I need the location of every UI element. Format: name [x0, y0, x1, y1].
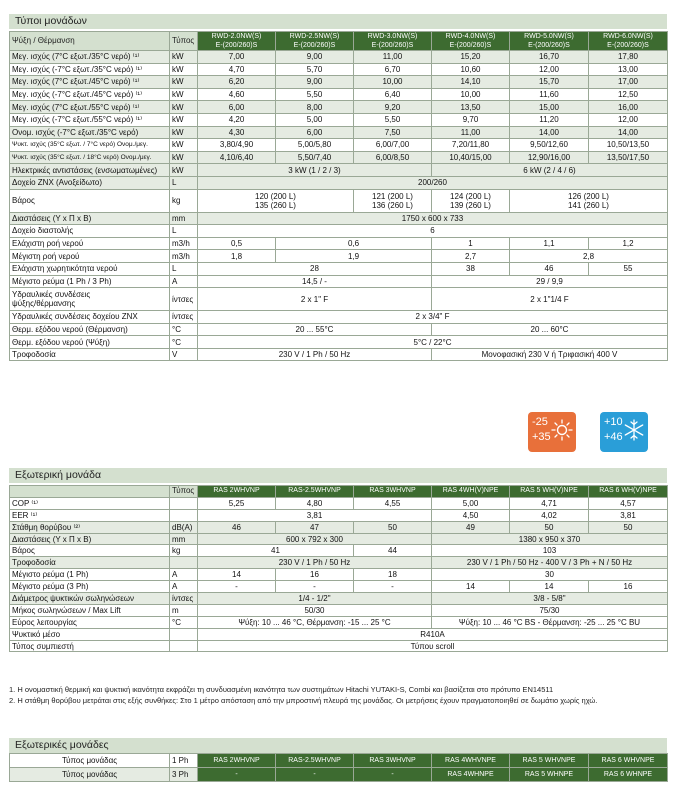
- row-label: Διαστάσεις (Υ x Π x Β): [10, 212, 170, 225]
- cell-value: 230 V / 1 Ph / 50 Hz: [198, 348, 432, 361]
- row-label: COP ⁽¹⁾: [10, 497, 170, 509]
- row-unit: kW: [170, 113, 198, 126]
- cell-value: 29 / 9,9: [432, 275, 668, 288]
- row-label: Τύπος συμπιεστή: [10, 640, 170, 652]
- row-unit: °C: [170, 336, 198, 349]
- cell-value: 4,71: [510, 497, 589, 509]
- cell-value: 5,00: [276, 113, 354, 126]
- cell-value: 6 kW (2 / 4 / 6): [432, 164, 668, 177]
- table-row: [10, 113, 668, 126]
- cell-value: 3,81: [589, 509, 668, 521]
- footnote-1: 1. Η ονομαστική θερμική και ψυκτική ικανότητα εκφράζει τη συνδυασμένη ικανότητα των συστημάτων Hitachi YUTAKI-S, Combi και βασίζεται στο πρότυπο EN14511: [9, 685, 554, 694]
- model-cell: RAS 5 WH(V)NPE: [510, 486, 589, 498]
- cell-value: Μονοφασική 230 V ή Τριφασική 400 V: [432, 348, 668, 361]
- table-row: [10, 593, 668, 605]
- model-cell: RAS 3WHVNP: [354, 486, 432, 498]
- cell-value: R410A: [198, 628, 668, 640]
- cell-value: 5,50: [354, 113, 432, 126]
- row-unit: kW: [170, 139, 198, 152]
- table-row: [10, 51, 668, 64]
- row-label: Υδραυλικές συνδέσεις ψύξης/θέρμανσης: [10, 288, 170, 311]
- cell-value: 13,00: [589, 63, 668, 76]
- cell-value: 13,50/17,50: [589, 151, 668, 164]
- cell-value: 49: [432, 521, 510, 533]
- cell-value: 4,60: [198, 88, 276, 101]
- indoor-section-title: Τύποι μονάδων: [9, 14, 667, 29]
- cell-value: -: [354, 768, 432, 782]
- cell-value: 46: [510, 262, 589, 275]
- cell-value: 2 x 1"1/4 F: [432, 288, 668, 311]
- cell-value: 15,70: [510, 76, 589, 89]
- cell-value: 8,00: [276, 101, 354, 114]
- row-unit: kW: [170, 151, 198, 164]
- cell-value: 1/4 - 1/2": [198, 593, 432, 605]
- table-row: [10, 640, 668, 652]
- table-row: [10, 569, 668, 581]
- row-label: Εύρος λειτουργίας: [10, 616, 170, 628]
- cell-value: 17,80: [589, 51, 668, 64]
- cell-value: 120 (200 L) 135 (260 L): [198, 189, 354, 212]
- table-row: [10, 545, 668, 557]
- row-unit: kg: [170, 189, 198, 212]
- indoor-spec-table: [9, 31, 668, 361]
- cell-value: 14,00: [589, 126, 668, 139]
- cell-value: 6,40: [354, 88, 432, 101]
- row-label: Μεγ. ισχύς (7°C εξωτ./45°C νερό) ⁽¹⁾: [10, 76, 170, 89]
- indoor-header-row: [10, 32, 668, 51]
- row-unit: °C: [170, 616, 198, 628]
- row-unit: kW: [170, 63, 198, 76]
- cell-value: RAS 6 WHNPE: [589, 768, 668, 782]
- cell-value: 4,70: [198, 63, 276, 76]
- table-row: [10, 557, 668, 569]
- row-unit: dB(A): [170, 521, 198, 533]
- cell-value: 17,00: [589, 76, 668, 89]
- table-row: [10, 139, 668, 152]
- table-row: [10, 521, 668, 533]
- table-row: [10, 126, 668, 139]
- cell-value: 50/30: [198, 604, 432, 616]
- row-label: Μεγ. ισχύς (-7°C εξωτ./45°C νερό) ⁽¹⁾: [10, 88, 170, 101]
- row-label: Μέγιστο ρεύμα (3 Ph): [10, 581, 170, 593]
- header-label: Ψύξη / Θέρμανση: [10, 32, 170, 51]
- row-unit: L: [170, 225, 198, 238]
- cell-value: 13,50: [432, 101, 510, 114]
- cell-value: RAS 6 WHVNPE: [589, 754, 668, 768]
- cell-value: -: [354, 581, 432, 593]
- row-unit: kW: [170, 164, 198, 177]
- model-cell: RWD-2.5NW(S) E-(200/260)S: [276, 32, 354, 51]
- heating-max: +35: [532, 431, 551, 443]
- cell-value: RAS-2.5WHVNP: [276, 754, 354, 768]
- cell-value: 1: [432, 237, 510, 250]
- cell-value: 5,25: [198, 497, 276, 509]
- cell-value: 5,00: [432, 497, 510, 509]
- cell-value: 4,02: [510, 509, 589, 521]
- model-cell: RAS-2.5WHVNP: [276, 486, 354, 498]
- row-label: Μεγ. ισχύς (7°C εξωτ./55°C νερό) ⁽¹⁾: [10, 101, 170, 114]
- cell-value: 12,50: [589, 88, 668, 101]
- cell-value: Ψύξη: 10 ... 46 °C, Θέρμανση: -15 ... 25 °C: [198, 616, 432, 628]
- row-label: Μεγ. ισχύς (-7°C εξωτ./35°C νερό) ⁽¹⁾: [10, 63, 170, 76]
- cell-value: 10,60: [432, 63, 510, 76]
- table-row: [10, 604, 668, 616]
- row-unit: kg: [170, 545, 198, 557]
- row-unit: A: [170, 569, 198, 581]
- cell-value: 121 (200 L) 136 (260 L): [354, 189, 432, 212]
- cell-value: 9,20: [354, 101, 432, 114]
- cell-value: RAS 5 WHNPE: [510, 768, 589, 782]
- cell-value: RAS 5 WHVNPE: [510, 754, 589, 768]
- cell-value: 6,00: [198, 101, 276, 114]
- row-label: Δοχείο διαστολής: [10, 225, 170, 238]
- model-cell: RWD-5.0NW(S) E-(200/260)S: [510, 32, 589, 51]
- cooling-max: +46: [604, 431, 623, 443]
- cell-value: 6,00/8,50: [354, 151, 432, 164]
- cell-value: 50: [510, 521, 589, 533]
- header-unit: Τύπος: [170, 32, 198, 51]
- table-row: [10, 497, 668, 509]
- row-unit: V: [170, 348, 198, 361]
- cell-value: 5,50/7,40: [276, 151, 354, 164]
- cell-value: 12,00: [589, 113, 668, 126]
- cell-value: 11,00: [354, 51, 432, 64]
- cell-value: 4,30: [198, 126, 276, 139]
- model-cell: RAS 6 WH(V)NPE: [589, 486, 668, 498]
- cell-value: 9,00: [276, 51, 354, 64]
- cell-value: 10,00: [432, 88, 510, 101]
- cell-value: 3,80/4,90: [198, 139, 276, 152]
- table-row: [10, 63, 668, 76]
- row-phase: 1 Ph: [170, 754, 198, 768]
- row-unit: A: [170, 275, 198, 288]
- row-unit: kW: [170, 101, 198, 114]
- cell-value: 30: [432, 569, 668, 581]
- cell-value: 14,10: [432, 76, 510, 89]
- row-unit: mm: [170, 212, 198, 225]
- cell-value: 44: [354, 545, 432, 557]
- cell-value: 2 x 3/4" F: [198, 311, 668, 324]
- cell-value: 126 (200 L) 141 (260 L): [510, 189, 668, 212]
- footnote-2: 2. Η στάθμη θορύβου μετράται στις εξής συνθήκες: Στο 1 μέτρο απόσταση από την μπροστινή πλευρά της μονάδας. Οι μετρήσεις έχουν πραγματοποιηθεί σε δωμάτιο χωρίς ηχώ.: [9, 696, 598, 705]
- outdoor-section-title: Εξωτερική μονάδα: [9, 468, 667, 483]
- cell-value: RAS 3WHVNP: [354, 754, 432, 768]
- cell-value: 7,00: [198, 51, 276, 64]
- table-row: [10, 76, 668, 89]
- row-label: Ψυκτ. ισχύς (35°C εξωτ. / 7°C νερό) Ονομ./μεγ.: [10, 139, 170, 152]
- row-label: Μέγιστο ρεύμα (1 Ph): [10, 569, 170, 581]
- cell-value: 11,20: [510, 113, 589, 126]
- table-row: [10, 176, 668, 189]
- row-label: Θερμ. εξόδου νερού (Ψύξη): [10, 336, 170, 349]
- cell-value: 103: [432, 545, 668, 557]
- cell-value: 4,20: [198, 113, 276, 126]
- row-label: Ψυκτ. ισχύς (35°C εξωτ. / 18°C νερό) Ονομ./μεγ.: [10, 151, 170, 164]
- table-row: [10, 323, 668, 336]
- cell-value: 20 ... 60°C: [432, 323, 668, 336]
- model-cell: RAS 2WHVNP: [198, 486, 276, 498]
- row-label: Ελάχιστη ροή νερού: [10, 237, 170, 250]
- row-label: Μήκος σωληνώσεων / Max Lift: [10, 604, 170, 616]
- cell-value: 4,57: [589, 497, 668, 509]
- cell-value: 1380 x 950 x 370: [432, 533, 668, 545]
- cell-value: 1750 x 600 x 733: [198, 212, 668, 225]
- cell-value: 75/30: [432, 604, 668, 616]
- cell-value: Τύπου scroll: [198, 640, 668, 652]
- row-phase: 3 Ph: [170, 768, 198, 782]
- cell-value: 12,00: [510, 63, 589, 76]
- table-row: [10, 189, 668, 212]
- combos-section-title: Εξωτερικές μονάδες: [9, 738, 667, 753]
- row-label: Τροφοδοσία: [10, 348, 170, 361]
- cell-value: 4,10/6,40: [198, 151, 276, 164]
- cell-value: 46: [198, 521, 276, 533]
- cell-value: RAS 4WHVNPE: [432, 754, 510, 768]
- heating-min: -25: [532, 416, 548, 428]
- cell-value: 10,40/15,00: [432, 151, 510, 164]
- row-label: Τροφοδοσία: [10, 557, 170, 569]
- cell-value: 600 x 792 x 300: [198, 533, 432, 545]
- table-row: [10, 88, 668, 101]
- table-row: [10, 237, 668, 250]
- cell-value: -: [276, 768, 354, 782]
- row-label: Διαστάσεις (Υ x Π x Β): [10, 533, 170, 545]
- row-unit: ίντσες: [170, 311, 198, 324]
- cell-value: Ψύξη: 10 ... 46 °C BS - Θέρμανση: -25 ... 25 °C BU: [432, 616, 668, 628]
- row-label: Στάθμη θορύβου ⁽²⁾: [10, 521, 170, 533]
- cell-value: 200/260: [198, 176, 668, 189]
- cell-value: 11,60: [510, 88, 589, 101]
- cell-value: 6,00/7,00: [354, 139, 432, 152]
- cell-value: 55: [589, 262, 668, 275]
- cell-value: 0,5: [198, 237, 276, 250]
- cell-value: 6: [198, 225, 668, 238]
- cell-value: 5,70: [276, 63, 354, 76]
- cell-value: 124 (200 L) 139 (260 L): [432, 189, 510, 212]
- table-row: [10, 754, 668, 768]
- cell-value: 1,9: [276, 250, 432, 263]
- cell-value: 20 ... 55°C: [198, 323, 432, 336]
- row-unit: ίντσες: [170, 288, 198, 311]
- cell-value: 9,00: [276, 76, 354, 89]
- cell-value: -: [198, 581, 276, 593]
- cooling-range-badge: [600, 412, 648, 452]
- heating-range-badge: [528, 412, 576, 452]
- cell-value: 5,50: [276, 88, 354, 101]
- cell-value: 6,70: [354, 63, 432, 76]
- row-label: Υδραυλικές συνδέσεις δοχείου ΖΝΧ: [10, 311, 170, 324]
- table-row: [10, 581, 668, 593]
- table-row: [10, 225, 668, 238]
- combos-table: [9, 753, 668, 782]
- cell-value: 1,1: [510, 237, 589, 250]
- cell-value: 6,00: [276, 126, 354, 139]
- table-row: [10, 533, 668, 545]
- cell-value: 7,20/11,80: [432, 139, 510, 152]
- cell-value: 9,50/12,60: [510, 139, 589, 152]
- cell-value: 4,80: [276, 497, 354, 509]
- table-row: [10, 288, 668, 311]
- cell-value: 47: [276, 521, 354, 533]
- row-unit: L: [170, 176, 198, 189]
- model-cell: RAS 4WH(V)NPE: [432, 486, 510, 498]
- cell-value: 10,00: [354, 76, 432, 89]
- cell-value: 6,20: [198, 76, 276, 89]
- cell-value: 7,50: [354, 126, 432, 139]
- cell-value: -: [198, 768, 276, 782]
- cell-value: 50: [589, 521, 668, 533]
- table-row: [10, 509, 668, 521]
- row-unit: m3/h: [170, 250, 198, 263]
- cell-value: 2,7: [432, 250, 510, 263]
- row-unit: m: [170, 604, 198, 616]
- cooling-min: +10: [604, 416, 623, 428]
- cell-value: 5,00/5,80: [276, 139, 354, 152]
- table-row: [10, 101, 668, 114]
- table-row: [10, 628, 668, 640]
- row-label: Ονομ. ισχύς (-7°C εξωτ./35°C νερό): [10, 126, 170, 139]
- table-row: [10, 164, 668, 177]
- row-label: Μεγ. ισχύς (7°C εξωτ./35°C νερό) ⁽¹⁾: [10, 51, 170, 64]
- row-label: Ελάχιστη χωρητικότητα νερού: [10, 262, 170, 275]
- row-unit: L: [170, 262, 198, 275]
- table-row: [10, 262, 668, 275]
- cell-value: 15,00: [510, 101, 589, 114]
- cell-value: 14: [510, 581, 589, 593]
- cell-value: 14,00: [510, 126, 589, 139]
- row-label: EER ⁽¹⁾: [10, 509, 170, 521]
- table-row: [10, 151, 668, 164]
- cell-value: 11,00: [432, 126, 510, 139]
- cell-value: 230 V / 1 Ph / 50 Hz: [198, 557, 432, 569]
- model-cell: RWD-3.0NW(S) E-(200/260)S: [354, 32, 432, 51]
- table-row: [10, 336, 668, 349]
- cell-value: 14,5 / -: [198, 275, 432, 288]
- cell-value: -: [276, 581, 354, 593]
- row-label: Ηλεκτρικές αντιστάσεις (ενσωματωμένες): [10, 164, 170, 177]
- cell-value: 16: [589, 581, 668, 593]
- cell-value: 16: [276, 569, 354, 581]
- table-row: [10, 768, 668, 782]
- row-label: Τύπος μονάδας: [10, 754, 170, 768]
- row-unit: A: [170, 581, 198, 593]
- cell-value: 38: [432, 262, 510, 275]
- row-unit: kW: [170, 88, 198, 101]
- cell-value: 230 V / 1 Ph / 50 Hz - 400 V / 3 Ph + N / 50 Hz: [432, 557, 668, 569]
- row-label: Δοχείο ΖΝΧ (Ανοξείδωτο): [10, 176, 170, 189]
- row-label: Θερμ. εξόδου νερού (Θέρμανση): [10, 323, 170, 336]
- row-unit: kW: [170, 126, 198, 139]
- cell-value: 41: [198, 545, 354, 557]
- cell-value: 28: [198, 262, 432, 275]
- table-row: [10, 212, 668, 225]
- cell-value: 4,55: [354, 497, 432, 509]
- cell-value: 10,50/13,50: [589, 139, 668, 152]
- row-unit: °C: [170, 323, 198, 336]
- row-unit: mm: [170, 533, 198, 545]
- table-row: [10, 311, 668, 324]
- row-label: Τύπος μονάδας: [10, 768, 170, 782]
- row-label: Μέγιστο ρεύμα (1 Ph / 3 Ph): [10, 275, 170, 288]
- cell-value: 14: [198, 569, 276, 581]
- outdoor-spec-table: [9, 485, 668, 652]
- snowflake-icon: [623, 419, 645, 441]
- row-unit: kW: [170, 76, 198, 89]
- cell-value: 9,70: [432, 113, 510, 126]
- cell-value: 12,90/16,00: [510, 151, 589, 164]
- cell-value: 14: [432, 581, 510, 593]
- table-row: [10, 616, 668, 628]
- cell-value: 0,6: [276, 237, 432, 250]
- cell-value: 18: [354, 569, 432, 581]
- cell-value: 4,50: [432, 509, 510, 521]
- row-label: Διάμετρος ψυκτικών σωληνώσεων: [10, 593, 170, 605]
- cell-value: 5°C / 22°C: [198, 336, 668, 349]
- header-unit: Τύπος: [170, 486, 198, 498]
- row-label: Ψυκτικό μέσο: [10, 628, 170, 640]
- cell-value: 16,70: [510, 51, 589, 64]
- model-cell: RWD-4.0NW(S) E-(200/260)S: [432, 32, 510, 51]
- model-cell: RWD-6.0NW(S) E-(200/260)S: [589, 32, 668, 51]
- cell-value: 15,20: [432, 51, 510, 64]
- table-row: [10, 275, 668, 288]
- cell-value: 1,2: [589, 237, 668, 250]
- model-cell: RWD-2.0NW(S) E-(200/260)S: [198, 32, 276, 51]
- table-row: [10, 348, 668, 361]
- row-unit: kW: [170, 51, 198, 64]
- cell-value: 16,00: [589, 101, 668, 114]
- row-label: Βάρος: [10, 545, 170, 557]
- row-label: Μέγιστη ροή νερού: [10, 250, 170, 263]
- cell-value: 3,81: [198, 509, 432, 521]
- table-row: [10, 250, 668, 263]
- outdoor-header-row: [10, 486, 668, 498]
- cell-value: 1,8: [198, 250, 276, 263]
- cell-value: 50: [354, 521, 432, 533]
- row-unit: ίντσες: [170, 593, 198, 605]
- cell-value: 3 kW (1 / 2 / 3): [198, 164, 432, 177]
- cell-value: 2 x 1" F: [198, 288, 432, 311]
- cell-value: RAS 2WHVNP: [198, 754, 276, 768]
- row-unit: m3/h: [170, 237, 198, 250]
- sun-icon: [551, 419, 573, 441]
- row-label: Βάρος: [10, 189, 170, 212]
- cell-value: 2,8: [510, 250, 668, 263]
- cell-value: RAS 4WHNPE: [432, 768, 510, 782]
- cell-value: 3/8 - 5/8": [432, 593, 668, 605]
- row-label: Μεγ. ισχύς (-7°C εξωτ./55°C νερό) ⁽¹⁾: [10, 113, 170, 126]
